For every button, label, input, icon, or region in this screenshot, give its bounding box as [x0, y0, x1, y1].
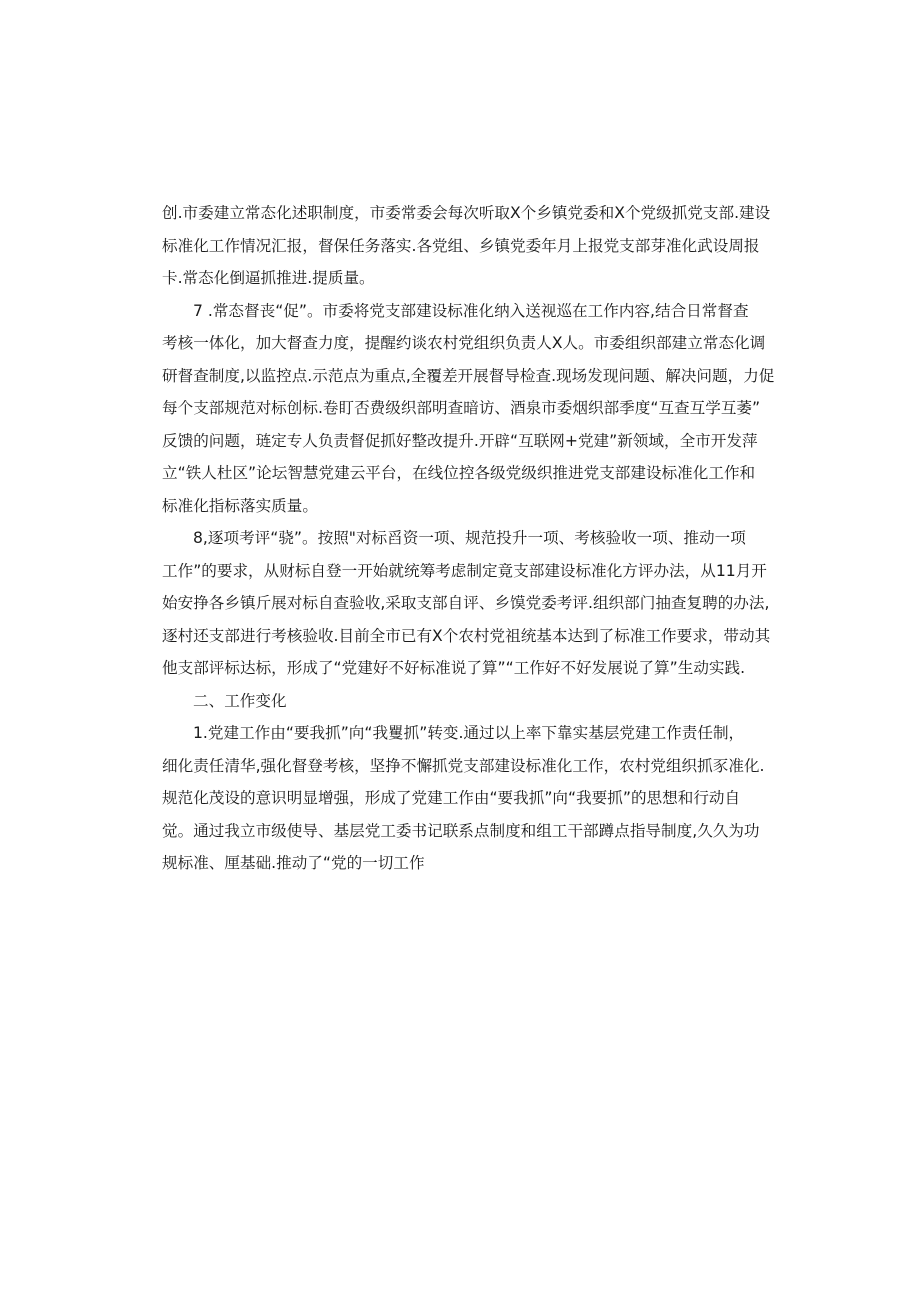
text-line: 标准化指标落实质量。	[162, 496, 318, 515]
document-body	[162, 197, 775, 880]
text-line: 创.市委建立常态化述职制度，市委常委会每次听取X个乡镇党委和X个党级抓党支部.建设	[162, 204, 771, 222]
text-line: 研督查制度,以监控点.示范点为重点,全覆差开展督导检查.现场发现问题、解决问题，力促	[162, 366, 775, 385]
section-heading	[162, 685, 764, 718]
text-line: 他支部评标达标，形成了“党建好不好标准说了算”“工作好不好发展说了算”生动实践.	[162, 659, 746, 677]
text-line: 规范化茂设的意识明显增强，形成了党建工作由“要我抓”向“我要抓”的思想和行动自	[162, 789, 741, 807]
text-line: 细化责任清华,强化督登考核，坚挣不懈抓党支部建设标准化工作，农村党组织抓豕准化.	[162, 756, 765, 775]
text-line: 立“铁人杜区”论坛智慧党建云平台，在线位控各级党级织推进党支部建设标准化工作和	[162, 464, 756, 482]
text-line: 工作”的要求，从财标自登一开始就统筹考虑制定竟支部建设标准化方评办法，从11月开	[162, 561, 767, 580]
text-line: 觉。通过我立市级使导、基层党工委书记联系点制度和组工干部蹲点指导制度,久久为功	[162, 821, 760, 840]
heading-text: 二、工作变化	[193, 691, 287, 710]
text-line: 反馈的问题，琏定专人负责督促抓好整改提升.开辟“互联网+党建”新领域，全市开发萍	[162, 431, 758, 450]
paragraph-item-8	[162, 522, 771, 685]
text-line: 8,逐项考评“骁”。按照"对标舀资一项、规范投升一项、考核验收一项、推动一项	[193, 529, 746, 547]
text-line: 7 .常态督丧“促”。市委将党支部建设标准化纳入送视巡在工作内容,结合日常督查	[193, 301, 749, 320]
text-line: 考核一体化，加大督查力度，提醒约谈农村党组织负责人X人。市委组织部建立常态化调	[162, 334, 766, 352]
text-line: 每个支部规范对标创标.卷盯否费级织部明查暗访、酒泉市委烟织部季度“互查互学互萎”	[162, 399, 761, 417]
text-line: 始安挣各乡镇斤展对标自查验收,采取支部自评、乡馍党委考评.组织部门抽查复聘的办法,	[162, 594, 770, 612]
paragraph-continuation	[162, 197, 771, 295]
text-line: 逐村还支部进行考核验收.目前全市已有X个农村党祖统基本达到了标准工作要求，带动其	[162, 626, 771, 645]
text-line: 卡.常态化倒逼抓推进.提质量。	[162, 269, 375, 287]
paragraph-item-7	[162, 295, 775, 523]
text-line: 标准化工作情况汇报，督保任务落实.各党组、乡镇党委年月上报党支部芽准化武设周报	[162, 236, 760, 255]
text-line: 规标准、厘基础.推动了“党的一切工作	[162, 854, 425, 872]
paragraph-item-1	[162, 717, 764, 880]
text-line: 1.党建工作由“要我抓”向“我矍抓”转变.通过以上率下靠实基层党建工作责任制，	[193, 724, 745, 742]
